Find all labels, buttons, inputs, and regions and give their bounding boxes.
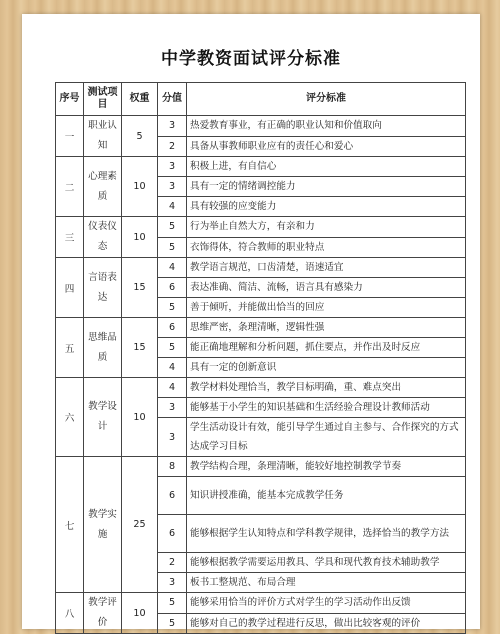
score-value: 5 (158, 593, 187, 614)
score-value: 3 (158, 177, 187, 197)
score-value: 8 (158, 457, 187, 477)
score-value: 4 (158, 197, 187, 217)
table-row (56, 116, 466, 137)
header-weight: 权重 (122, 83, 158, 116)
document-page (22, 14, 480, 629)
score-value: 4 (158, 258, 187, 278)
criterion-text: 衣饰得体，符合教师的职业特点 (187, 237, 466, 258)
item-weight: 5 (122, 116, 158, 157)
score-value: 3 (158, 573, 187, 593)
test-item: 言语表达 (84, 258, 122, 318)
scoring-table (55, 82, 466, 634)
criterion-text: 学生活动设计有效，能引导学生通过自主参与、合作探究的方式达成学习目标 (187, 418, 466, 457)
score-value: 5 (158, 613, 187, 634)
group-number: 五 (56, 318, 84, 378)
test-item: 思维品质 (84, 318, 122, 378)
test-item: 教学实施 (84, 457, 122, 593)
score-value: 6 (158, 278, 187, 298)
score-value: 6 (158, 515, 187, 553)
item-weight: 10 (122, 157, 158, 217)
criterion-text: 表达准确、简洁、流畅，语言具有感染力 (187, 278, 466, 298)
table-row (56, 593, 466, 614)
table-header-row (56, 83, 466, 116)
score-value: 2 (158, 136, 187, 157)
group-number: 七 (56, 457, 84, 593)
criterion-text: 具有一定的情绪调控能力 (187, 177, 466, 197)
criterion-text: 具有一定的创新意识 (187, 358, 466, 378)
item-weight: 15 (122, 318, 158, 378)
criterion-text: 思维严密，条理清晰，逻辑性强 (187, 318, 466, 338)
criterion-text: 能够基于小学生的知识基础和生活经验合理设计教师活动 (187, 398, 466, 418)
test-item: 教学评价 (84, 593, 122, 634)
score-value: 4 (158, 358, 187, 378)
criterion-text: 善于倾听，并能做出恰当的回应 (187, 298, 466, 318)
document-title: 中学教资面试评分标准 (161, 49, 341, 69)
score-value: 3 (158, 116, 187, 137)
test-item: 职业认知 (84, 116, 122, 157)
table-row (56, 217, 466, 238)
criterion-text: 能够根据教学需要运用教具、学具和现代教育技术辅助教学 (187, 553, 466, 573)
table-row (56, 258, 466, 278)
table-row (56, 318, 466, 338)
score-value: 5 (158, 338, 187, 358)
item-weight: 15 (122, 258, 158, 318)
score-value: 5 (158, 298, 187, 318)
header-no: 序号 (56, 83, 84, 116)
criterion-text: 具备从事教师职业应有的责任心和爱心 (187, 136, 466, 157)
score-value: 5 (158, 217, 187, 238)
table-row (56, 157, 466, 177)
criterion-text: 积极上进，有自信心 (187, 157, 466, 177)
criterion-text: 能够采用恰当的评价方式对学生的学习活动作出反馈 (187, 593, 466, 614)
criterion-text: 能正确地理解和分析问题，抓住要点，并作出及时反应 (187, 338, 466, 358)
group-number: 一 (56, 116, 84, 157)
criterion-text: 板书工整规范、布局合理 (187, 573, 466, 593)
criterion-text: 热爱教育事业，有正确的职业认知和价值取向 (187, 116, 466, 137)
score-value: 3 (158, 418, 187, 457)
criterion-text: 教学语言规范，口齿清楚，语速适宜 (187, 258, 466, 278)
criterion-text: 能够根据学生认知特点和学科教学规律，选择恰当的教学方法 (187, 515, 466, 553)
header-standard: 评分标准 (187, 83, 466, 116)
group-number: 八 (56, 593, 84, 634)
table-row (56, 378, 466, 398)
criterion-text: 行为举止自然大方，有亲和力 (187, 217, 466, 238)
criterion-text: 教学结构合理，条理清晰，能较好地控制教学节奏 (187, 457, 466, 477)
item-weight: 10 (122, 378, 158, 457)
item-weight: 25 (122, 457, 158, 593)
group-number: 四 (56, 258, 84, 318)
item-weight: 10 (122, 217, 158, 258)
group-number: 三 (56, 217, 84, 258)
test-item: 教学设计 (84, 378, 122, 457)
score-value: 6 (158, 477, 187, 515)
group-number: 二 (56, 157, 84, 217)
score-value: 3 (158, 398, 187, 418)
score-value: 2 (158, 553, 187, 573)
score-value: 5 (158, 237, 187, 258)
header-score: 分值 (158, 83, 187, 116)
test-item: 仪表仪态 (84, 217, 122, 258)
header-item: 测试项目 (84, 83, 122, 116)
item-weight: 10 (122, 593, 158, 634)
table-row (56, 457, 466, 477)
criterion-text: 具有较强的应变能力 (187, 197, 466, 217)
criterion-text: 知识讲授准确，能基本完成教学任务 (187, 477, 466, 515)
criterion-text: 能够对自己的教学过程进行反思，做出比较客观的评价 (187, 613, 466, 634)
test-item: 心理素质 (84, 157, 122, 217)
group-number: 六 (56, 378, 84, 457)
score-value: 6 (158, 318, 187, 338)
score-value: 4 (158, 378, 187, 398)
score-value: 3 (158, 157, 187, 177)
criterion-text: 教学材料处理恰当，教学目标明确，重、难点突出 (187, 378, 466, 398)
